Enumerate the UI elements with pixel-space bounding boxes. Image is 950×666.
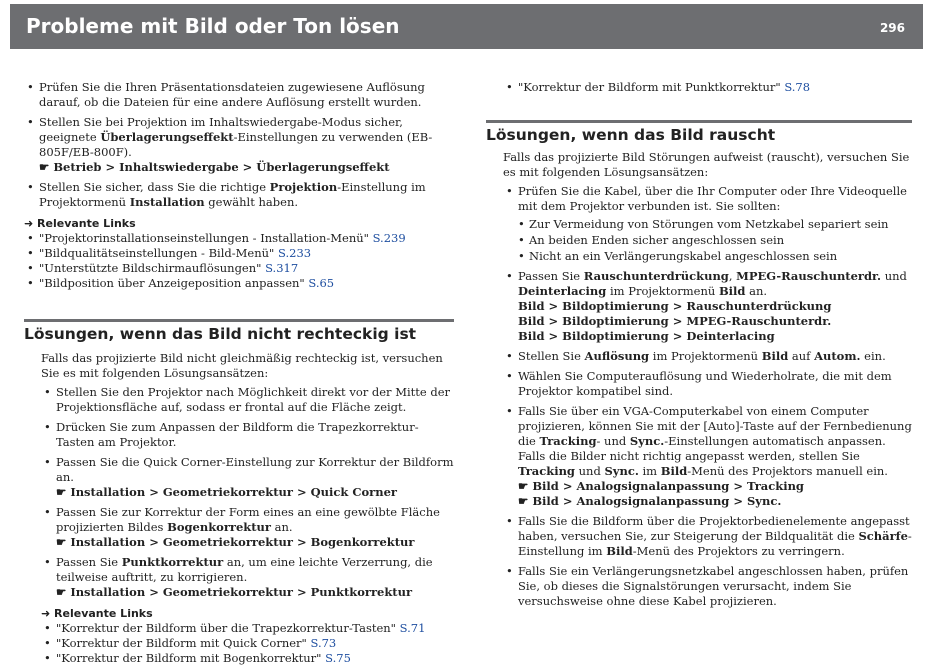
list-item: • Prüfen Sie die Kabel, über die Ihr Computer oder Ihre Videoquelle mit dem Projektor verbunden ist. Sie sollten: • Zur Vermeidung von Störungen vom Netzkabel separiert sein • An beiden Enden sicher angeschlossen sein • Nicht an ein Verlängerungskabel angeschlossen sein <box>503 184 912 264</box>
page-link[interactable]: S.78 <box>784 80 811 94</box>
menu-path: Bild > Bildoptimierung > Deinterlacing <box>518 329 775 343</box>
list-item: • Drücken Sie zum Anpassen der Bildform die Trapezkorrektur-Tasten am Projektor. <box>41 420 454 450</box>
menu-path: ☛ Installation > Geometriekorrektur > Quick Corner <box>56 485 397 499</box>
page-link[interactable]: S.317 <box>265 261 299 275</box>
page-link[interactable]: S.233 <box>278 246 312 260</box>
list-item: • Passen Sie Punktkorrektur an, um eine leichte Verzerrung, die teilweise auftritt, zu korrigieren. ☛ Installation > Geometriekorrektur > Punktkorrektur <box>41 555 454 600</box>
list-item: • Zur Vermeidung von Störungen vom Netzkabel separiert sein <box>518 217 912 232</box>
page-link[interactable]: S.71 <box>399 621 426 635</box>
page-header <box>10 4 923 49</box>
related-link[interactable]: • "Korrektur der Bildform mit Punktkorrektur" S.78 <box>503 80 912 95</box>
menu-path: ☛ Betrieb > Inhaltswiedergabe > Überlagerungseffekt <box>39 160 390 174</box>
related-links-list <box>24 231 454 291</box>
list-item: • Stellen Sie den Projektor nach Möglichkeit direkt vor der Mitte der Projektionsfläche auf, sodass er frontal auf die Fläche zeigt. <box>41 385 454 415</box>
list-item: • Passen Sie zur Korrektur der Form eines an eine gewölbte Fläche projizierten Bildes Bogenkorrektur an. ☛ Installation > Geometriekorrektur > Bogenkorrektur <box>41 505 454 550</box>
related-link[interactable]: • "Korrektur der Bildform über die Trapezkorrektur-Tasten" S.71 <box>41 621 454 636</box>
related-links-list <box>503 80 912 95</box>
list-item: • Passen Sie Rauschunterdrückung, MPEG-Rauschunterdr. und Deinterlacing im Projektormenü Bild an. Bild > Bildoptimierung > Rauschunterdrückung Bild > Bildoptimierung > MPEG-Rauschunterdr. Bild > Bildoptimierung > Deinterlacing <box>503 269 912 344</box>
page-link[interactable]: S.239 <box>372 231 406 245</box>
related-link[interactable]: • "Unterstützte Bildschirmauflösungen" S.317 <box>24 261 454 276</box>
solutions-list <box>41 385 454 600</box>
menu-path: ☛ Installation > Geometriekorrektur > Bogenkorrektur <box>56 535 415 549</box>
menu-path: ☛ Bild > Analogsignalanpassung > Sync. <box>518 494 782 508</box>
related-links-heading: ➜ Relevante Links <box>24 217 136 230</box>
related-links-heading: ➜ Relevante Links <box>41 607 153 620</box>
page-link[interactable]: S.65 <box>308 276 335 290</box>
related-links-list <box>41 621 454 666</box>
list-item: • Stellen Sie bei Projektion im Inhaltswiedergabe-Modus sicher, geeignete Überlagerungseffekt-Einstellungen zu verwenden (EB-805F/EB-800F). ☛ Betrieb > Inhaltswiedergabe > Überlagerungseffekt <box>24 115 454 175</box>
list-item: • Stellen Sie sicher, dass Sie die richtige Projektion-Einstellung im Projektormenü Installation gewählt haben. <box>24 180 454 210</box>
list-item: • Wählen Sie Computerauflösung und Wiederholrate, die mit dem Projektor kompatibel sind. <box>503 369 912 399</box>
page-number: 296 <box>879 21 905 35</box>
menu-path: ☛ Bild > Analogsignalanpassung > Tracking <box>518 479 804 493</box>
section-intro: Falls das projizierte Bild nicht gleichmäßig rechteckig ist, versuchen Sie es mit folgenden Lösungsansätzen: <box>41 351 443 380</box>
list-item: • Falls Sie über ein VGA-Computerkabel von einem Computer projizieren, können Sie mit der [Auto]-Taste auf der Fernbedienung die Tracking- und Sync.-Einstellungen automatisch anpassen. Falls die Bilder nicht richtig angepasst werden, stellen Sie Tracking und Sync. im Bild-Menü des Projektors manuell ein. ☛ Bild > Analogsignalanpassung > Tracking ☛ Bild > Analogsignalanpassung > Sync. <box>503 404 912 509</box>
list-item: • Falls Sie die Bildform über die Projektorbedienelemente angepasst haben, versuchen Sie, zur Steigerung der Bildqualität die Schärfe-Einstellung im Bild-Menü des Projektors zu verringern. <box>503 514 912 559</box>
menu-path: Bild > Bildoptimierung > Rauschunterdrückung <box>518 299 832 313</box>
list-item: • Nicht an ein Verlängerungskabel angeschlossen sein <box>518 249 912 264</box>
right-column <box>486 80 912 614</box>
section-heading: Lösungen, wenn das Bild rauscht <box>486 120 912 143</box>
page-link[interactable]: S.73 <box>310 636 337 650</box>
list-item: • An beiden Enden sicher angeschlossen sein <box>518 233 912 248</box>
list-item: • Falls Sie ein Verlängerungsnetzkabel angeschlossen haben, prüfen Sie, ob dieses die Signalstörungen verursacht, indem Sie versuchsweise ohne diese Kabel projizieren. <box>503 564 912 609</box>
related-link[interactable]: • "Bildposition über Anzeigeposition anpassen" S.65 <box>24 276 454 291</box>
sub-list <box>518 217 912 264</box>
solutions-list <box>503 184 912 609</box>
related-link[interactable]: • "Korrektur der Bildform mit Quick Corner" S.73 <box>41 636 454 651</box>
related-link[interactable]: • "Bildqualitätseinstellungen - Bild-Menü" S.233 <box>24 246 454 261</box>
intro-list <box>24 80 454 210</box>
page-link[interactable]: S.75 <box>325 651 351 665</box>
related-link[interactable]: • "Projektorinstallationseinstellungen - Installation-Menü" S.239 <box>24 231 454 246</box>
section-heading: Lösungen, wenn das Bild nicht rechteckig ist <box>24 319 454 342</box>
menu-path: ☛ Installation > Geometriekorrektur > Punktkorrektur <box>56 585 413 599</box>
left-column <box>24 80 454 666</box>
list-item: • Passen Sie die Quick Corner-Einstellung zur Korrektur der Bildform an. ☛ Installation > Geometriekorrektur > Quick Corner <box>41 455 454 500</box>
menu-path: Bild > Bildoptimierung > MPEG-Rauschunterdr. <box>518 314 832 328</box>
list-item: • Stellen Sie Auflösung im Projektormenü Bild auf Autom. ein. <box>503 349 912 364</box>
related-link[interactable]: • "Korrektur der Bildform mit Bogenkorrektur" S.75 <box>41 651 454 666</box>
section-intro: Falls das projizierte Bild Störungen aufweist (rauscht), versuchen Sie es mit folgenden Lösungsansätzen: <box>503 150 910 179</box>
list-item: • Prüfen Sie die Ihren Präsentationsdateien zugewiesene Auflösung darauf, ob die Dateien für eine andere Auflösung erstellt wurden. <box>24 80 454 110</box>
page-title: Probleme mit Bild oder Ton lösen <box>26 14 400 38</box>
